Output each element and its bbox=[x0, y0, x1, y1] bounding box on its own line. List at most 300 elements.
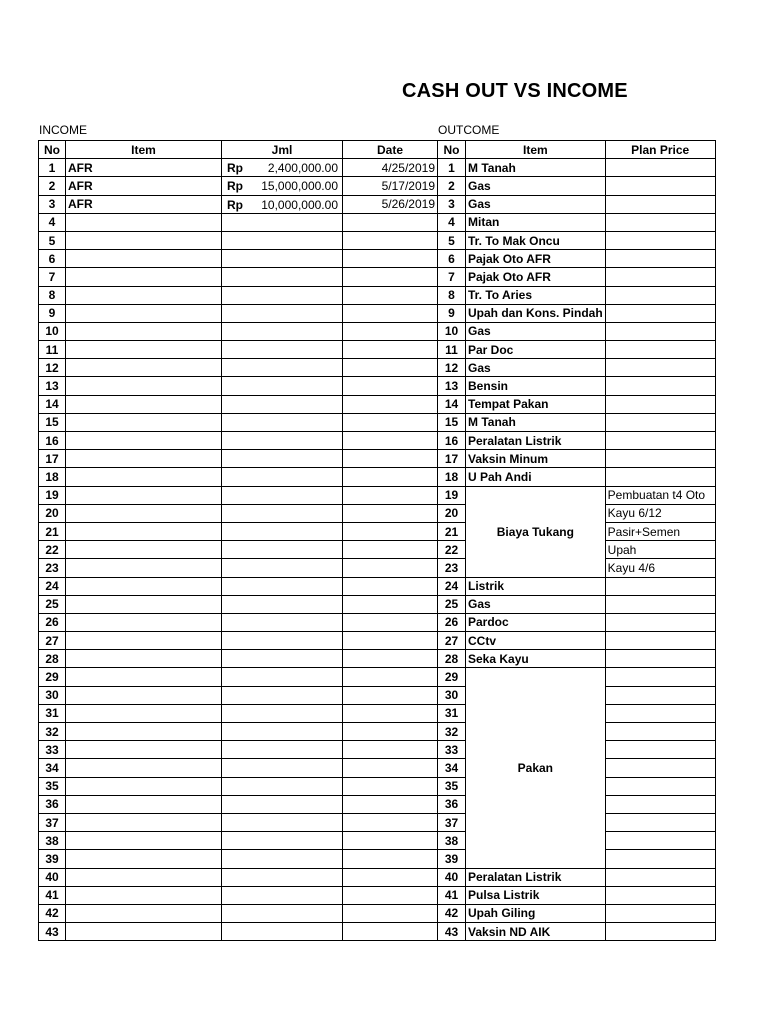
income-section-label: INCOME bbox=[39, 123, 87, 137]
plan-price-cell[interactable] bbox=[605, 432, 715, 450]
income-item-cell[interactable] bbox=[66, 613, 222, 631]
income-item-cell[interactable] bbox=[66, 213, 222, 231]
income-amount-cell[interactable] bbox=[222, 668, 343, 686]
income-amount-cell[interactable] bbox=[222, 231, 343, 249]
plan-price-cell[interactable] bbox=[605, 741, 715, 759]
income-amount-cell[interactable] bbox=[222, 795, 343, 813]
income-date-cell[interactable] bbox=[343, 741, 438, 759]
outcome-item-cell[interactable]: Tr. To Mak Oncu bbox=[466, 231, 606, 249]
outcome-item-cell[interactable]: Par Doc bbox=[466, 341, 606, 359]
plan-price-cell[interactable] bbox=[605, 595, 715, 613]
outcome-row-number: 32 bbox=[438, 723, 466, 741]
income-amount-cell[interactable] bbox=[222, 377, 343, 395]
income-item-cell[interactable]: AFR bbox=[66, 195, 222, 213]
outcome-row-number: 37 bbox=[438, 813, 466, 831]
income-date-cell[interactable] bbox=[343, 759, 438, 777]
table-row bbox=[39, 413, 716, 431]
header-jml: Jml bbox=[222, 141, 343, 159]
outcome-item-cell[interactable]: M Tanah bbox=[466, 159, 606, 177]
plan-price-cell[interactable] bbox=[605, 250, 715, 268]
plan-price-cell[interactable] bbox=[605, 668, 715, 686]
income-date-cell[interactable] bbox=[343, 504, 438, 522]
header-row bbox=[39, 141, 716, 159]
income-item-cell[interactable] bbox=[66, 759, 222, 777]
income-item-cell[interactable] bbox=[66, 813, 222, 831]
outcome-item-cell[interactable]: Gas bbox=[466, 195, 606, 213]
outcome-item-cell[interactable]: Pardoc bbox=[466, 613, 606, 631]
outcome-item-cell[interactable]: U Pah Andi bbox=[466, 468, 606, 486]
income-item-cell[interactable] bbox=[66, 304, 222, 322]
outcome-item-cell[interactable]: Vaksin Minum bbox=[466, 450, 606, 468]
income-date-cell[interactable]: 4/25/2019 bbox=[343, 159, 438, 177]
table-row bbox=[39, 741, 716, 759]
income-item-cell[interactable] bbox=[66, 559, 222, 577]
income-amount-cell[interactable] bbox=[222, 322, 343, 340]
income-date-cell[interactable]: 5/17/2019 bbox=[343, 177, 438, 195]
income-amount-cell[interactable] bbox=[222, 541, 343, 559]
income-item-cell[interactable] bbox=[66, 650, 222, 668]
amount-value: 15,000,000.00 bbox=[261, 179, 338, 194]
outcome-row-number: 17 bbox=[438, 450, 466, 468]
income-item-cell[interactable] bbox=[66, 231, 222, 249]
income-date-cell[interactable] bbox=[343, 595, 438, 613]
income-row-number: 41 bbox=[39, 886, 66, 904]
income-amount-cell[interactable] bbox=[222, 268, 343, 286]
income-amount-cell[interactable] bbox=[222, 395, 343, 413]
outcome-item-cell[interactable]: Vaksin ND AIK bbox=[466, 923, 606, 941]
income-row-number: 21 bbox=[39, 522, 66, 540]
plan-price-cell[interactable] bbox=[605, 286, 715, 304]
income-amount-cell[interactable] bbox=[222, 177, 343, 195]
income-item-cell[interactable] bbox=[66, 468, 222, 486]
outcome-row-number: 13 bbox=[438, 377, 466, 395]
income-row-number: 25 bbox=[39, 595, 66, 613]
income-item-cell[interactable] bbox=[66, 686, 222, 704]
outcome-item-cell[interactable]: Tr. To Aries bbox=[466, 286, 606, 304]
plan-price-cell[interactable] bbox=[605, 195, 715, 213]
income-row-number: 7 bbox=[39, 268, 66, 286]
outcome-item-cell[interactable]: Listrik bbox=[466, 577, 606, 595]
plan-price-cell[interactable] bbox=[605, 632, 715, 650]
income-date-cell[interactable] bbox=[343, 541, 438, 559]
income-item-cell[interactable]: AFR bbox=[66, 159, 222, 177]
income-date-cell[interactable] bbox=[343, 450, 438, 468]
plan-price-cell[interactable]: Pembuatan t4 Oto bbox=[605, 486, 715, 504]
income-date-cell[interactable] bbox=[343, 832, 438, 850]
plan-price-cell[interactable] bbox=[605, 450, 715, 468]
income-amount-cell[interactable] bbox=[222, 741, 343, 759]
plan-price-cell[interactable] bbox=[605, 813, 715, 831]
outcome-row-number: 11 bbox=[438, 341, 466, 359]
table-row bbox=[39, 577, 716, 595]
income-amount-cell[interactable] bbox=[222, 632, 343, 650]
outcome-row-number: 33 bbox=[438, 741, 466, 759]
income-amount-cell[interactable] bbox=[222, 413, 343, 431]
income-item-cell[interactable] bbox=[66, 577, 222, 595]
outcome-item-cell[interactable]: Gas bbox=[466, 322, 606, 340]
income-date-cell[interactable] bbox=[343, 850, 438, 868]
income-date-cell[interactable] bbox=[343, 250, 438, 268]
income-date-cell[interactable] bbox=[343, 577, 438, 595]
plan-price-cell[interactable] bbox=[605, 468, 715, 486]
income-row-number: 6 bbox=[39, 250, 66, 268]
income-date-cell[interactable] bbox=[343, 322, 438, 340]
outcome-item-cell[interactable]: Upah Giling bbox=[466, 904, 606, 922]
income-item-cell[interactable] bbox=[66, 395, 222, 413]
income-item-cell[interactable] bbox=[66, 486, 222, 504]
income-amount-cell[interactable] bbox=[222, 432, 343, 450]
income-date-cell[interactable] bbox=[343, 868, 438, 886]
income-row-number: 11 bbox=[39, 341, 66, 359]
income-amount-cell[interactable] bbox=[222, 359, 343, 377]
income-date-cell[interactable] bbox=[343, 650, 438, 668]
income-amount-cell[interactable] bbox=[222, 904, 343, 922]
outcome-row-number: 36 bbox=[438, 795, 466, 813]
table-row bbox=[39, 213, 716, 231]
income-date-cell[interactable] bbox=[343, 704, 438, 722]
plan-price-cell[interactable] bbox=[605, 322, 715, 340]
outcome-item-cell[interactable]: Gas bbox=[466, 595, 606, 613]
plan-price-cell[interactable] bbox=[605, 395, 715, 413]
plan-price-cell[interactable] bbox=[605, 613, 715, 631]
table-row bbox=[39, 668, 716, 686]
income-amount-cell[interactable] bbox=[222, 650, 343, 668]
currency-label: Rp bbox=[227, 179, 243, 194]
outcome-row-number: 43 bbox=[438, 923, 466, 941]
outcome-row-number: 9 bbox=[438, 304, 466, 322]
table-row bbox=[39, 723, 716, 741]
income-item-cell[interactable] bbox=[66, 359, 222, 377]
income-item-cell[interactable] bbox=[66, 286, 222, 304]
income-amount-cell[interactable] bbox=[222, 159, 343, 177]
income-item-cell[interactable] bbox=[66, 541, 222, 559]
table-row bbox=[39, 777, 716, 795]
plan-price-cell[interactable] bbox=[605, 341, 715, 359]
outcome-item-merged-pakan[interactable]: Pakan bbox=[466, 668, 606, 868]
income-item-cell[interactable] bbox=[66, 868, 222, 886]
plan-price-cell[interactable] bbox=[605, 704, 715, 722]
income-date-cell[interactable] bbox=[343, 923, 438, 941]
income-date-cell[interactable] bbox=[343, 723, 438, 741]
header-item-outcome: Item bbox=[466, 141, 606, 159]
income-item-cell[interactable] bbox=[66, 923, 222, 941]
income-amount-cell[interactable] bbox=[222, 850, 343, 868]
income-item-cell[interactable] bbox=[66, 704, 222, 722]
plan-price-cell[interactable] bbox=[605, 923, 715, 941]
income-amount-cell[interactable] bbox=[222, 504, 343, 522]
income-item-cell[interactable] bbox=[66, 795, 222, 813]
outcome-item-cell[interactable]: Peralatan Listrik bbox=[466, 432, 606, 450]
income-amount-cell[interactable] bbox=[222, 723, 343, 741]
amount-value: 2,400,000.00 bbox=[267, 161, 338, 176]
plan-price-cell[interactable] bbox=[605, 159, 715, 177]
income-item-cell[interactable]: AFR bbox=[66, 177, 222, 195]
income-amount-cell[interactable] bbox=[222, 286, 343, 304]
outcome-row-number: 39 bbox=[438, 850, 466, 868]
income-date-cell[interactable]: 5/26/2019 bbox=[343, 195, 438, 213]
income-row-number: 42 bbox=[39, 904, 66, 922]
income-item-cell[interactable] bbox=[66, 886, 222, 904]
plan-price-cell[interactable]: Kayu 6/12 bbox=[605, 504, 715, 522]
header-no: No bbox=[39, 141, 66, 159]
plan-price-cell[interactable] bbox=[605, 377, 715, 395]
income-row-number: 34 bbox=[39, 759, 66, 777]
income-item-cell[interactable] bbox=[66, 522, 222, 540]
income-row-number: 28 bbox=[39, 650, 66, 668]
income-row-number: 17 bbox=[39, 450, 66, 468]
plan-price-cell[interactable] bbox=[605, 850, 715, 868]
income-item-cell[interactable] bbox=[66, 322, 222, 340]
income-date-cell[interactable] bbox=[343, 813, 438, 831]
income-row-number: 12 bbox=[39, 359, 66, 377]
income-item-cell[interactable] bbox=[66, 377, 222, 395]
income-item-cell[interactable] bbox=[66, 777, 222, 795]
income-date-cell[interactable] bbox=[343, 486, 438, 504]
outcome-row-number: 3 bbox=[438, 195, 466, 213]
table-row bbox=[39, 468, 716, 486]
outcome-row-number: 23 bbox=[438, 559, 466, 577]
income-amount-cell[interactable] bbox=[222, 468, 343, 486]
outcome-item-cell[interactable]: Seka Kayu bbox=[466, 650, 606, 668]
outcome-row-number: 38 bbox=[438, 832, 466, 850]
plan-price-cell[interactable] bbox=[605, 577, 715, 595]
income-date-cell[interactable] bbox=[343, 377, 438, 395]
income-item-cell[interactable] bbox=[66, 432, 222, 450]
income-item-cell[interactable] bbox=[66, 341, 222, 359]
income-amount-cell[interactable] bbox=[222, 522, 343, 540]
plan-price-cell[interactable] bbox=[605, 777, 715, 795]
outcome-item-cell[interactable]: Mitan bbox=[466, 213, 606, 231]
plan-price-cell[interactable] bbox=[605, 795, 715, 813]
outcome-row-number: 29 bbox=[438, 668, 466, 686]
plan-price-cell[interactable] bbox=[605, 359, 715, 377]
income-amount-cell[interactable] bbox=[222, 704, 343, 722]
table-row bbox=[39, 359, 716, 377]
income-amount-cell[interactable] bbox=[222, 450, 343, 468]
outcome-item-cell[interactable]: Bensin bbox=[466, 377, 606, 395]
income-date-cell[interactable] bbox=[343, 213, 438, 231]
income-date-cell[interactable] bbox=[343, 359, 438, 377]
outcome-item-cell[interactable]: CCtv bbox=[466, 632, 606, 650]
income-row-number: 20 bbox=[39, 504, 66, 522]
outcome-item-cell[interactable]: Peralatan Listrik bbox=[466, 868, 606, 886]
income-amount-cell[interactable] bbox=[222, 486, 343, 504]
outcome-row-number: 22 bbox=[438, 541, 466, 559]
outcome-row-number: 20 bbox=[438, 504, 466, 522]
plan-price-cell[interactable] bbox=[605, 759, 715, 777]
table-row bbox=[39, 886, 716, 904]
income-item-cell[interactable] bbox=[66, 723, 222, 741]
income-date-cell[interactable] bbox=[343, 904, 438, 922]
outcome-row-number: 30 bbox=[438, 686, 466, 704]
plan-price-cell[interactable] bbox=[605, 904, 715, 922]
income-amount-cell[interactable] bbox=[222, 923, 343, 941]
plan-price-cell[interactable] bbox=[605, 832, 715, 850]
income-row-number: 22 bbox=[39, 541, 66, 559]
income-date-cell[interactable] bbox=[343, 395, 438, 413]
outcome-row-number: 31 bbox=[438, 704, 466, 722]
income-item-cell[interactable] bbox=[66, 504, 222, 522]
table-row bbox=[39, 486, 716, 504]
income-date-cell[interactable] bbox=[343, 632, 438, 650]
income-row-number: 23 bbox=[39, 559, 66, 577]
income-row-number: 5 bbox=[39, 231, 66, 249]
outcome-row-number: 16 bbox=[438, 432, 466, 450]
income-date-cell[interactable] bbox=[343, 522, 438, 540]
header-plan-price: Plan Price bbox=[605, 141, 715, 159]
table-row bbox=[39, 795, 716, 813]
table-row bbox=[39, 395, 716, 413]
income-item-cell[interactable] bbox=[66, 632, 222, 650]
income-date-cell[interactable] bbox=[343, 686, 438, 704]
income-amount-cell[interactable] bbox=[222, 577, 343, 595]
outcome-item-cell[interactable]: Pajak Oto AFR bbox=[466, 250, 606, 268]
table-row bbox=[39, 286, 716, 304]
outcome-row-number: 14 bbox=[438, 395, 466, 413]
plan-price-cell[interactable] bbox=[605, 213, 715, 231]
income-amount-cell[interactable] bbox=[222, 341, 343, 359]
income-amount-cell[interactable] bbox=[222, 559, 343, 577]
plan-price-cell[interactable] bbox=[605, 868, 715, 886]
income-amount-cell[interactable] bbox=[222, 868, 343, 886]
income-amount-cell[interactable] bbox=[222, 304, 343, 322]
income-item-cell[interactable] bbox=[66, 450, 222, 468]
plan-price-cell[interactable] bbox=[605, 268, 715, 286]
income-row-number: 40 bbox=[39, 868, 66, 886]
plan-price-cell[interactable]: Kayu 4/6 bbox=[605, 559, 715, 577]
outcome-row-number: 7 bbox=[438, 268, 466, 286]
outcome-item-cell[interactable]: Tempat Pakan bbox=[466, 395, 606, 413]
table-row bbox=[39, 832, 716, 850]
income-item-cell[interactable] bbox=[66, 904, 222, 922]
income-amount-cell[interactable] bbox=[222, 195, 343, 213]
table-row bbox=[39, 541, 716, 559]
income-amount-cell[interactable] bbox=[222, 813, 343, 831]
income-amount-cell[interactable] bbox=[222, 595, 343, 613]
table-row bbox=[39, 559, 716, 577]
plan-price-cell[interactable]: Pasir+Semen bbox=[605, 522, 715, 540]
outcome-row-number: 26 bbox=[438, 613, 466, 631]
outcome-row-number: 34 bbox=[438, 759, 466, 777]
income-amount-cell[interactable] bbox=[222, 777, 343, 795]
income-date-cell[interactable] bbox=[343, 777, 438, 795]
income-date-cell[interactable] bbox=[343, 304, 438, 322]
plan-price-cell[interactable] bbox=[605, 231, 715, 249]
table-row bbox=[39, 432, 716, 450]
plan-price-cell[interactable] bbox=[605, 177, 715, 195]
outcome-item-cell[interactable]: Pajak Oto AFR bbox=[466, 268, 606, 286]
income-amount-cell[interactable] bbox=[222, 686, 343, 704]
income-date-cell[interactable] bbox=[343, 286, 438, 304]
plan-price-cell[interactable] bbox=[605, 650, 715, 668]
income-item-cell[interactable] bbox=[66, 595, 222, 613]
income-item-cell[interactable] bbox=[66, 250, 222, 268]
outcome-item-cell[interactable]: M Tanah bbox=[466, 413, 606, 431]
table-row bbox=[39, 341, 716, 359]
outcome-row-number: 2 bbox=[438, 177, 466, 195]
income-date-cell[interactable] bbox=[343, 886, 438, 904]
income-amount-cell[interactable] bbox=[222, 250, 343, 268]
outcome-section-label: OUTCOME bbox=[438, 123, 500, 137]
income-date-cell[interactable] bbox=[343, 231, 438, 249]
income-item-cell[interactable] bbox=[66, 268, 222, 286]
outcome-row-number: 25 bbox=[438, 595, 466, 613]
table-row bbox=[39, 632, 716, 650]
income-date-cell[interactable] bbox=[343, 668, 438, 686]
outcome-row-number: 18 bbox=[438, 468, 466, 486]
income-date-cell[interactable] bbox=[343, 268, 438, 286]
income-row-number: 37 bbox=[39, 813, 66, 831]
income-row-number: 27 bbox=[39, 632, 66, 650]
income-row-number: 35 bbox=[39, 777, 66, 795]
income-row-number: 39 bbox=[39, 850, 66, 868]
income-item-cell[interactable] bbox=[66, 413, 222, 431]
income-item-cell[interactable] bbox=[66, 668, 222, 686]
outcome-item-merged-biaya-tukang[interactable]: Biaya Tukang bbox=[466, 486, 606, 577]
header-item: Item bbox=[66, 141, 222, 159]
outcome-item-cell[interactable]: Pulsa Listrik bbox=[466, 886, 606, 904]
income-row-number: 4 bbox=[39, 213, 66, 231]
plan-price-cell[interactable]: Upah bbox=[605, 541, 715, 559]
income-date-cell[interactable] bbox=[343, 432, 438, 450]
income-row-number: 10 bbox=[39, 322, 66, 340]
income-item-cell[interactable] bbox=[66, 832, 222, 850]
income-row-number: 16 bbox=[39, 432, 66, 450]
table-row bbox=[39, 450, 716, 468]
income-date-cell[interactable] bbox=[343, 413, 438, 431]
income-amount-cell[interactable] bbox=[222, 759, 343, 777]
outcome-item-cell[interactable]: Upah dan Kons. Pindah bbox=[466, 304, 606, 322]
income-date-cell[interactable] bbox=[343, 341, 438, 359]
income-date-cell[interactable] bbox=[343, 795, 438, 813]
outcome-row-number: 19 bbox=[438, 486, 466, 504]
plan-price-cell[interactable] bbox=[605, 686, 715, 704]
table-row bbox=[39, 686, 716, 704]
income-amount-cell[interactable] bbox=[222, 832, 343, 850]
plan-price-cell[interactable] bbox=[605, 413, 715, 431]
outcome-item-cell[interactable]: Gas bbox=[466, 359, 606, 377]
income-amount-cell[interactable] bbox=[222, 886, 343, 904]
cash-table bbox=[38, 140, 716, 941]
table-row bbox=[39, 177, 716, 195]
income-row-number: 1 bbox=[39, 159, 66, 177]
income-date-cell[interactable] bbox=[343, 613, 438, 631]
income-item-cell[interactable] bbox=[66, 741, 222, 759]
income-date-cell[interactable] bbox=[343, 559, 438, 577]
income-row-number: 2 bbox=[39, 177, 66, 195]
income-amount-cell[interactable] bbox=[222, 613, 343, 631]
outcome-row-number: 27 bbox=[438, 632, 466, 650]
income-date-cell[interactable] bbox=[343, 468, 438, 486]
outcome-item-cell[interactable]: Gas bbox=[466, 177, 606, 195]
table-row bbox=[39, 613, 716, 631]
outcome-row-number: 42 bbox=[438, 904, 466, 922]
plan-price-cell[interactable] bbox=[605, 304, 715, 322]
income-row-number: 33 bbox=[39, 741, 66, 759]
outcome-row-number: 8 bbox=[438, 286, 466, 304]
income-row-number: 15 bbox=[39, 413, 66, 431]
table-row bbox=[39, 250, 716, 268]
outcome-row-number: 5 bbox=[438, 231, 466, 249]
income-item-cell[interactable] bbox=[66, 850, 222, 868]
table-row bbox=[39, 759, 716, 777]
plan-price-cell[interactable] bbox=[605, 886, 715, 904]
plan-price-cell[interactable] bbox=[605, 723, 715, 741]
table-row bbox=[39, 159, 716, 177]
table-row bbox=[39, 868, 716, 886]
table-row bbox=[39, 813, 716, 831]
income-amount-cell[interactable] bbox=[222, 213, 343, 231]
